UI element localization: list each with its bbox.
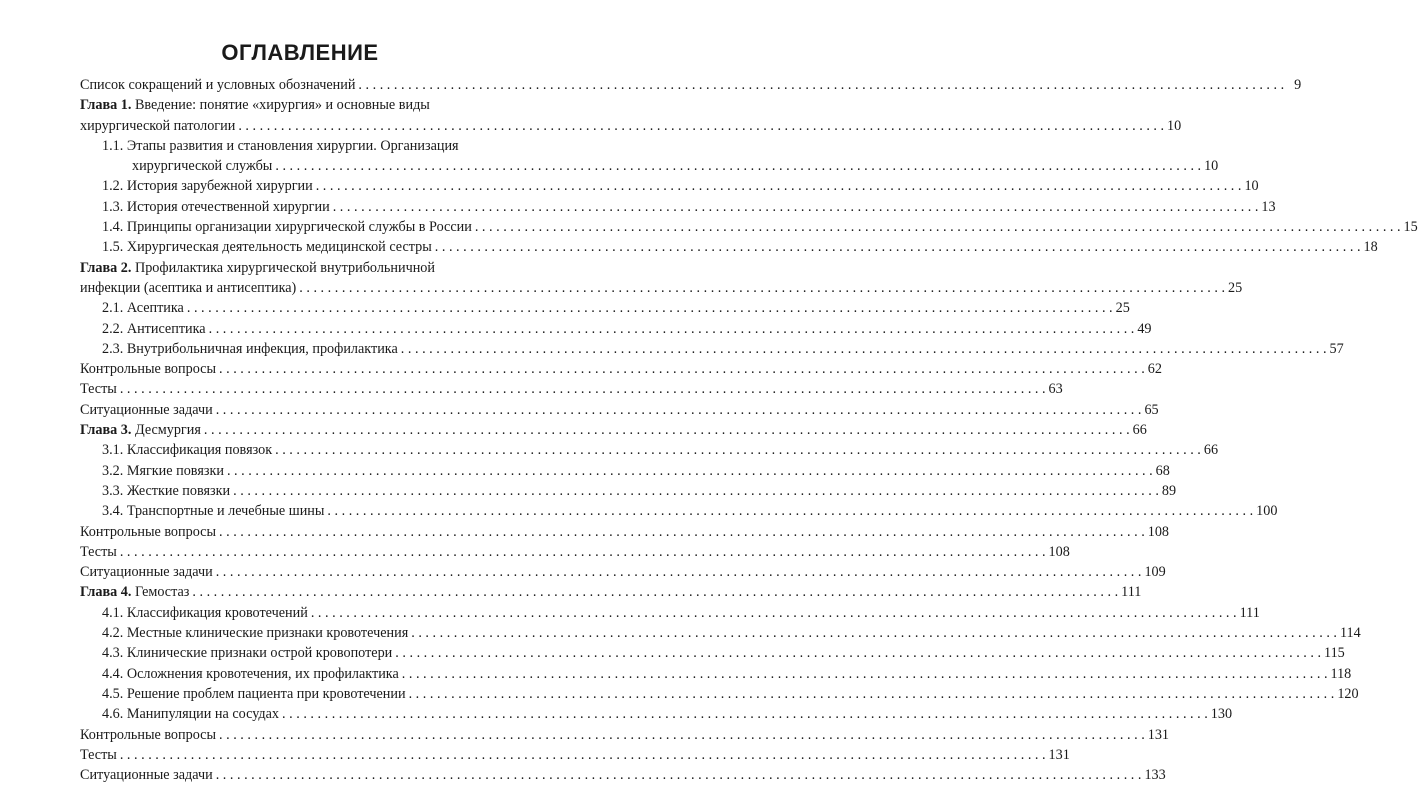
toc-page-number: 115 (1324, 645, 1345, 662)
toc-entry-title: Контрольные вопросы (80, 361, 216, 378)
toc-entry-text (102, 684, 406, 704)
toc-entry-title: 2.2. Антисептика (102, 320, 206, 337)
toc-entry-text (102, 461, 224, 481)
toc-page-number: 114 (1339, 625, 1361, 642)
toc-page-number: 131 (1147, 726, 1170, 743)
toc-page-number: 49 (1137, 320, 1152, 337)
toc-page-number: 15 (1403, 219, 1418, 236)
toc-entry-title: 3.2. Мягкие повязки (102, 462, 224, 479)
dot-leader (399, 664, 1328, 684)
chapter-title: Профилактика хирургической внутрибольничной (134, 259, 435, 276)
toc-entry (80, 75, 1302, 95)
toc-entry-title: 3.4. Транспортные и лечебные шины (102, 503, 325, 520)
toc-section-entry (80, 643, 1345, 663)
toc-entry-text (102, 501, 324, 521)
dot-leader (279, 704, 1208, 724)
dot-leader (201, 420, 1130, 440)
toc-page-number: 109 (1144, 564, 1166, 581)
toc-entry-title: 2.3. Внутрибольничная инфекция, профилактика (102, 340, 398, 357)
toc-entry (80, 745, 1070, 765)
dot-leader (213, 562, 1142, 582)
toc-entry-text (80, 420, 201, 440)
toc-chapter-entry (80, 420, 1147, 440)
toc-entry-title: 1.1. Этапы развития и становления хирургии. Организация (102, 137, 459, 154)
toc-page-number: 18 (1363, 239, 1378, 256)
dot-leader (224, 461, 1153, 481)
toc-section-entry (80, 664, 1352, 684)
toc-row (80, 725, 1170, 745)
toc-page-number: 131 (1048, 746, 1070, 763)
toc-entry-title: 1.4. Принципы организации хирургической службы в России (102, 219, 472, 236)
toc-entry-title: Список сокращений и условных обозначений (80, 77, 356, 93)
chapter-title: Гемостаз (134, 584, 190, 601)
toc-row (80, 420, 1147, 440)
toc-entry-title: 3.1. Классификация повязок (102, 442, 273, 459)
toc-page-number: 111 (1239, 604, 1260, 621)
toc-row (102, 339, 1344, 359)
toc-entry-title: 1.2. История зарубежной хирургии (102, 178, 313, 195)
toc-row (80, 359, 1162, 379)
toc-entry-title: Тесты (80, 746, 117, 763)
toc-entry-text (102, 623, 408, 643)
dot-leader (472, 217, 1401, 237)
dot-leader (392, 643, 1321, 663)
chapter-title-continued: хирургической патологии (80, 117, 236, 134)
toc-entry-title: Ситуационные задачи (80, 767, 213, 784)
dot-leader (330, 197, 1259, 217)
toc-page-number: 9 (1294, 77, 1302, 93)
toc-row (80, 278, 1243, 298)
dot-leader (189, 582, 1118, 602)
toc-entry-text (80, 745, 117, 765)
toc-entry-title: Тесты (80, 543, 117, 560)
toc-entry-text (102, 339, 398, 359)
toc-entry-text (80, 75, 355, 95)
dot-leader (117, 379, 1046, 399)
dot-leader (296, 278, 1225, 298)
toc-section-entry (80, 684, 1359, 704)
toc-entry-title: 4.3. Клинические признаки острой кровопотери (102, 645, 393, 662)
toc-entry-title: 1.3. История отечественной хирургии (102, 198, 330, 215)
toc-page-number: 25 (1228, 279, 1243, 296)
dot-leader (235, 116, 1164, 136)
toc-row (102, 704, 1233, 724)
toc-entry-title: Ситуационные задачи (80, 564, 213, 581)
toc-entry-text (80, 116, 235, 136)
dot-leader (398, 339, 1327, 359)
toc-section-entry (80, 298, 1130, 318)
toc-row (102, 684, 1359, 704)
toc-page-number: 57 (1329, 340, 1344, 357)
toc-page-number: 108 (1048, 543, 1070, 560)
toc-row (102, 461, 1170, 481)
toc-entry-text (102, 176, 313, 196)
toc-row (102, 664, 1352, 684)
toc-entry-title: 2.1. Асептика (102, 300, 184, 317)
toc-entry (80, 542, 1070, 562)
toc-entry-text (102, 156, 272, 176)
toc-row (102, 237, 1378, 257)
toc-entry-text (80, 359, 216, 379)
toc-row (102, 156, 1219, 176)
toc-page-number: 10 (1204, 158, 1219, 175)
toc-entry-title: Ситуационные задачи (80, 401, 213, 418)
toc-entry (80, 379, 1063, 399)
toc-entry-text (102, 440, 272, 460)
toc-entry-text (102, 237, 432, 257)
toc-entry-text (102, 217, 472, 237)
toc-page-number: 68 (1155, 462, 1170, 479)
toc-page-number: 25 (1115, 300, 1130, 317)
dot-leader (272, 440, 1201, 460)
toc-section-entry (80, 339, 1344, 359)
toc-section-entry (80, 440, 1219, 460)
chapter-label: Глава 3. (80, 422, 132, 439)
toc-entry-text (102, 319, 206, 339)
toc-entry-text (80, 379, 117, 399)
toc-chapter-entry (80, 582, 1142, 602)
chapter-label: Глава 4. (80, 584, 132, 601)
toc-row (80, 765, 1166, 785)
dot-leader (216, 725, 1145, 745)
toc-row (102, 217, 1418, 237)
toc-row (80, 522, 1170, 542)
toc-entry-text (102, 603, 308, 623)
toc-entry-title-continued: хирургической службы (132, 158, 273, 175)
toc-entry-text (80, 562, 213, 582)
toc-row (80, 582, 1142, 602)
toc-row (80, 400, 1159, 420)
toc-entry-title: 4.1. Классификация кровотечений (102, 604, 308, 621)
toc-entry (80, 765, 1166, 785)
toc-row (102, 176, 1259, 196)
toc-entry-text (80, 400, 213, 420)
toc-entry-title: Контрольные вопросы (80, 523, 216, 540)
toc-entry-title: Контрольные вопросы (80, 726, 216, 743)
toc-entry-text (102, 298, 184, 318)
toc-entry-text (80, 542, 117, 562)
toc-section-entry (80, 461, 1170, 481)
toc-row (102, 623, 1361, 643)
dot-leader (432, 237, 1361, 257)
toc-entry-title: 4.4. Осложнения кровотечения, их профилактика (102, 665, 399, 682)
toc-row (102, 501, 1278, 521)
toc-page-number: 10 (1167, 117, 1182, 134)
toc-section-entry (80, 136, 1219, 177)
toc-entry-text (80, 582, 189, 602)
toc-entry-text (102, 664, 399, 684)
toc-page-number: 130 (1210, 706, 1233, 723)
dot-leader (213, 400, 1142, 420)
dot-leader (308, 603, 1237, 623)
toc-row (102, 298, 1130, 318)
toc-row (80, 75, 1302, 95)
toc-page-number: 118 (1330, 665, 1352, 682)
dot-leader (230, 481, 1159, 501)
dot-leader (213, 765, 1142, 785)
toc-entry-title: 1.5. Хирургическая деятельность медицинской сестры (102, 239, 432, 256)
toc-row (80, 379, 1063, 399)
dot-leader (184, 298, 1113, 318)
chapter-title-line (80, 95, 514, 115)
toc-row (102, 440, 1219, 460)
table-of-contents (80, 75, 1418, 785)
dot-leader (117, 542, 1046, 562)
toc-entry-text (102, 197, 330, 217)
toc-entry (80, 725, 1170, 745)
toc-page-number: 62 (1147, 361, 1162, 378)
toc-row (102, 319, 1152, 339)
toc-entry-title: 4.5. Решение проблем пациента при кровотечении (102, 685, 406, 702)
toc-page-number: 10 (1244, 178, 1259, 195)
toc-page-number: 66 (1203, 442, 1219, 459)
toc-section-entry (80, 197, 1276, 217)
dot-leader (355, 75, 1284, 95)
toc-page-number: 100 (1256, 503, 1278, 520)
toc-entry-title: 4.2. Местные клинические признаки кровотечения (102, 625, 409, 642)
toc-row (80, 116, 1182, 136)
toc-chapter-entry (80, 258, 1243, 299)
toc-section-entry (80, 217, 1418, 237)
toc-section-entry (80, 237, 1378, 257)
toc-entry-text (80, 522, 216, 542)
toc-page-number: 66 (1132, 422, 1147, 439)
toc-row (102, 643, 1345, 663)
toc-entry-text (102, 481, 230, 501)
toc-row (80, 542, 1070, 562)
toc-section-entry (80, 623, 1361, 643)
toc-section-entry (80, 603, 1260, 623)
toc-chapter-entry (80, 95, 1182, 136)
toc-row (102, 603, 1260, 623)
toc-title-line (102, 136, 514, 156)
dot-leader (216, 522, 1145, 542)
toc-entry (80, 359, 1162, 379)
toc-page-number: 13 (1261, 198, 1276, 215)
toc-page-number: 65 (1144, 401, 1159, 418)
dot-leader (272, 156, 1201, 176)
page-title: ОГЛАВЛЕНИЕ (221, 40, 379, 65)
toc-page-number: 120 (1337, 685, 1359, 702)
toc-row (102, 197, 1276, 217)
toc-page-number: 133 (1144, 767, 1166, 784)
toc-section-entry (80, 176, 1259, 196)
chapter-title: Десмургия (134, 422, 201, 439)
dot-leader (117, 745, 1046, 765)
toc-entry-text (80, 278, 296, 298)
toc-row (102, 481, 1177, 501)
toc-entry (80, 400, 1159, 420)
dot-leader (313, 176, 1242, 196)
toc-entry-text (102, 704, 279, 724)
chapter-title-line (80, 258, 514, 278)
toc-entry-title: Тесты (80, 381, 117, 398)
toc-entry-title: 4.6. Манипуляции на сосудах (102, 706, 280, 723)
toc-entry (80, 562, 1166, 582)
toc-section-entry (80, 704, 1233, 724)
toc-page-number: 108 (1147, 523, 1170, 540)
toc-page-number: 89 (1161, 482, 1177, 499)
dot-leader (408, 623, 1337, 643)
dot-leader (206, 319, 1135, 339)
toc-entry-text (102, 643, 392, 663)
toc-entry-title: 3.3. Жесткие повязки (102, 482, 231, 499)
toc-section-entry (80, 481, 1177, 501)
chapter-title: Введение: понятие «хирургия» и основные виды (134, 97, 430, 114)
dot-leader (216, 359, 1145, 379)
chapter-label: Глава 1. (80, 97, 132, 114)
chapter-label: Глава 2. (80, 259, 132, 276)
toc-section-entry (80, 501, 1278, 521)
toc-row (80, 562, 1166, 582)
toc-page-number: 111 (1121, 584, 1142, 601)
toc-entry-text (80, 765, 213, 785)
dot-leader (324, 501, 1253, 521)
dot-leader (406, 684, 1335, 704)
toc-entry-text (80, 725, 216, 745)
toc-row (80, 745, 1070, 765)
chapter-title-continued: инфекции (асептика и антисептика) (80, 279, 297, 296)
toc-page-number: 63 (1048, 381, 1063, 398)
toc-section-entry (80, 319, 1152, 339)
toc-entry (80, 522, 1170, 542)
